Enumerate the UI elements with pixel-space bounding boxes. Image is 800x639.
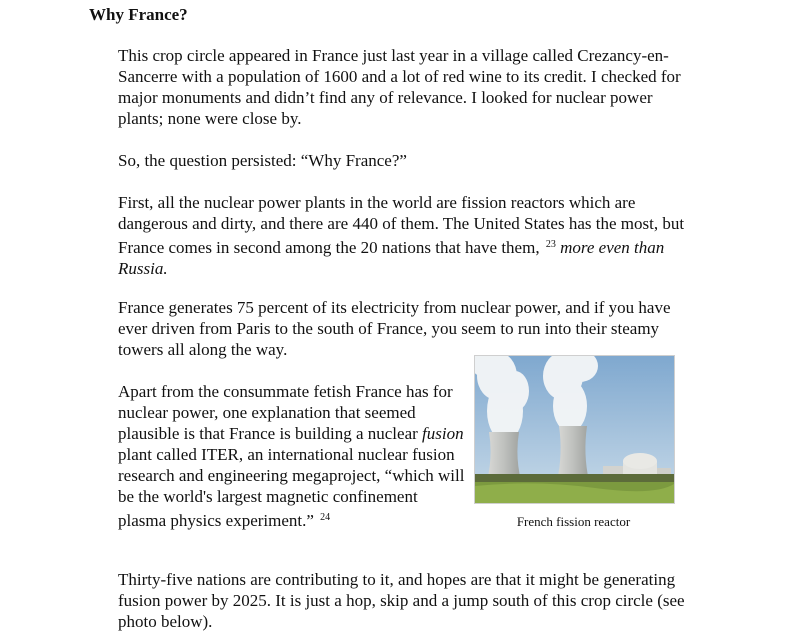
reactor-photo bbox=[474, 355, 675, 504]
paragraph-nations: Thirty-five nations are contributing to it, and hopes are that it might be generating fusion power by 2025. It is just a hop, skip and a jump south of this crop circle (see photo below). bbox=[118, 570, 685, 631]
paragraph-fission-italic-tail: more even than Russia. bbox=[118, 238, 665, 278]
paragraph-fission-reactors bbox=[118, 192, 688, 279]
paragraph-iter-text-b: plant called ITER, an international nuclear fusion research and engineering megaproject, “which will be the world's largest magnetic confinement plasma physics experiment.” bbox=[118, 445, 465, 530]
paragraph-iter bbox=[118, 381, 468, 531]
paragraph-question: So, the question persisted: “Why France?” bbox=[118, 151, 407, 170]
paragraph-crop-circle: This crop circle appeared in France just last year in a village called Crezancy-en-Sancerre with a population of 1600 and a lot of red wine to its credit. I checked for major monuments and didn’t find any of relevance. I looked for nuclear power plants; none were close by. bbox=[118, 46, 681, 128]
photo-caption: French fission reactor bbox=[516, 514, 631, 529]
section-heading: Why France? bbox=[89, 5, 188, 24]
footnote-ref-23[interactable]: 23 bbox=[545, 239, 556, 250]
paragraph-electricity: France generates 75 percent of its electricity from nuclear power, and if you have ever driven from Paris to the south of France, you seem to run into their steamy towers all along the way. bbox=[118, 298, 671, 359]
reactor-photo-illustration bbox=[475, 356, 674, 503]
footnote-ref-24[interactable]: 24 bbox=[320, 512, 331, 523]
paragraph-fission-text: First, all the nuclear power plants in the world are fission reactors which are dangerous and dirty, and there are 440 of them. The United States has the most, but France comes in second among the 20 nations that have them, bbox=[118, 193, 685, 257]
paragraph-iter-emphasis: fusion bbox=[422, 424, 464, 443]
paragraph-iter-text-a: Apart from the consummate fetish France has for nuclear power, one explanation that seemed plausible is that France is building a nuclear bbox=[118, 382, 453, 443]
